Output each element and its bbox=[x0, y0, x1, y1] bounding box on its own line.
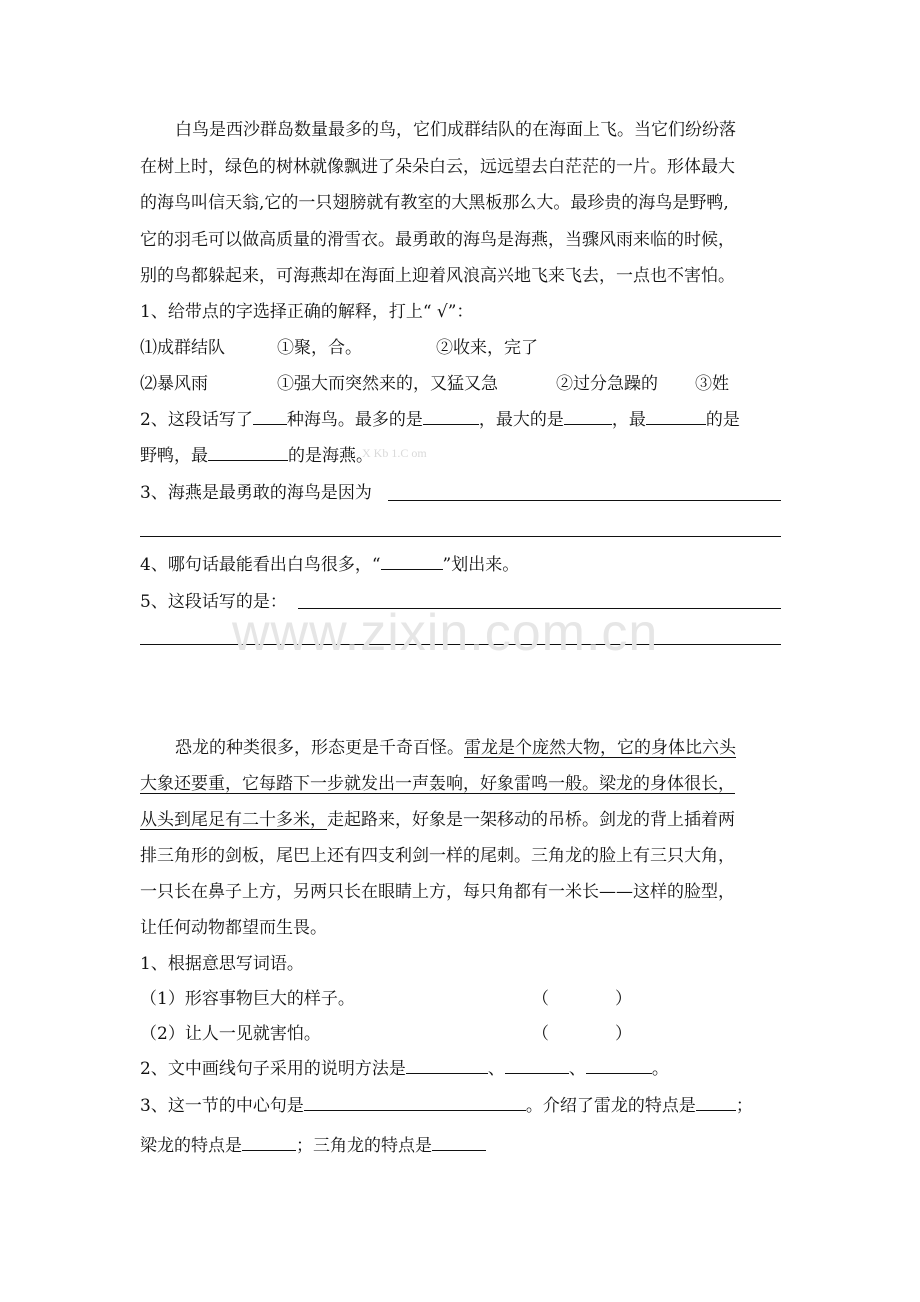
s2-q2-blank-3[interactable] bbox=[586, 1057, 652, 1074]
right-paren: ） bbox=[615, 1024, 632, 1044]
q2-blank-4[interactable] bbox=[646, 408, 706, 425]
s2-question-3-line-2 bbox=[140, 1134, 486, 1158]
s1-q1b-option-3[interactable]: ③姓 bbox=[695, 374, 729, 394]
passage2-line-4: 排三角形的剑板，尾巴上还有四支利剑一样的尾刺。三角龙的脸上有三只大角， bbox=[140, 846, 735, 866]
p2-l1-plain: 恐龙的种类很多，形态更是千奇百怪。 bbox=[175, 738, 464, 758]
s1-question-2-line-1 bbox=[140, 408, 740, 432]
s2-q1-item-a: （1）形容事物巨大的样子。 bbox=[140, 989, 355, 1009]
q2-text-b: 种海鸟。最多的是 bbox=[286, 410, 423, 430]
s1-q1a-option-2[interactable]: ②收来，完了 bbox=[436, 338, 538, 358]
s2-q2-text: 2、文中画线句子采用的说明方法是 bbox=[140, 1059, 406, 1079]
q4-text-b: ”划出来。 bbox=[442, 555, 520, 575]
s1-q1a-option-1[interactable]: ①聚，合。 bbox=[277, 338, 362, 358]
q2-text-g: 的是海燕。 bbox=[288, 446, 373, 466]
s1-question-4 bbox=[140, 553, 519, 577]
s1-q1b-option-2[interactable]: ②过分急躁的 bbox=[556, 374, 658, 394]
separator: 、 bbox=[487, 1059, 505, 1079]
s1-question-1: 1、给带点的字选择正确的解释，打上“ √”： bbox=[140, 302, 474, 322]
left-paren: （ bbox=[532, 1024, 549, 1044]
site-watermark: www.zixin.com.cn bbox=[232, 604, 659, 662]
passage1-line-1: 白鸟是西沙群岛数量最多的鸟，它们成群结队的在海面上飞。当它们纷纷落 bbox=[175, 120, 736, 140]
passage1-line-3: 的海鸟叫信天翁,它的一只翅膀就有教室的大黑板那么大。最珍贵的海鸟是野鸭, bbox=[140, 193, 729, 213]
s2-q3-text-a: 3、这一节的中心句是 bbox=[140, 1096, 304, 1116]
q4-blank[interactable] bbox=[381, 553, 443, 570]
passage2-line-1 bbox=[175, 736, 736, 760]
s2-q3-blank-3[interactable] bbox=[242, 1134, 296, 1151]
s1-q1a-word: ⑴成群结队 bbox=[140, 338, 225, 358]
separator: 、 bbox=[568, 1059, 586, 1079]
q2-text-e: 的是 bbox=[705, 410, 740, 430]
p2-l3-plain: 走起路来，好象是一架移动的吊桥。剑龙的背上插着两 bbox=[327, 810, 735, 830]
q2-blank-1[interactable] bbox=[253, 408, 287, 425]
s2-q3-text-e: ；三角龙的特点是 bbox=[296, 1136, 432, 1156]
passage1-line-2: 在树上时，绿色的树林就像飘进了朵朵白云，远远望去白茫茫的一片。形体最大 bbox=[140, 157, 735, 177]
s2-q3-text-c: ； bbox=[735, 1096, 753, 1116]
s2-question-3-line-1 bbox=[140, 1094, 753, 1118]
s2-question-2 bbox=[140, 1057, 669, 1081]
q3-answer-line-1[interactable] bbox=[388, 500, 781, 501]
s2-question-1: 1、根据意思写词语。 bbox=[140, 954, 304, 974]
p2-l1-underlined: 雷龙是个庞然大物，它的身体比六头 bbox=[464, 738, 736, 758]
period: 。 bbox=[651, 1059, 669, 1079]
q2-text-c: ，最大的是 bbox=[478, 410, 564, 430]
passage2-line-5: 一只长在鼻子上方，另两只长在眼睛上方，每只角都有一米长——这样的脸型， bbox=[140, 882, 735, 902]
q2-blank-5[interactable] bbox=[208, 444, 288, 461]
s1-q1b-word: ⑵暴风雨 bbox=[140, 374, 208, 394]
p2-l3-underlined: 从头到尾足有二十多米， bbox=[140, 810, 327, 830]
passage1-line-5: 别的鸟都躲起来，可海燕却在海面上迎着风浪高兴地飞来飞去，一点也不害怕。 bbox=[140, 266, 735, 286]
right-paren: ） bbox=[615, 989, 632, 1009]
q2-text-d: ，最 bbox=[611, 410, 646, 430]
s2-q3-blank-4[interactable] bbox=[432, 1134, 486, 1151]
s2-q3-text-d: 梁龙的特点是 bbox=[140, 1136, 242, 1156]
s2-q2-blank-2[interactable] bbox=[505, 1057, 569, 1074]
left-paren: （ bbox=[532, 989, 549, 1009]
small-watermark: X Kb 1.C om bbox=[362, 446, 427, 460]
q4-text-a: 4、哪句话最能看出白鸟很多，“ bbox=[140, 555, 381, 575]
q2-text-a: 2、这段话写了 bbox=[140, 410, 253, 430]
s1-question-2-line-2 bbox=[140, 444, 373, 468]
s1-q1b-option-1[interactable]: ①强大而突然来的，又猛又急 bbox=[277, 374, 498, 394]
s2-q3-blank-1[interactable] bbox=[304, 1094, 526, 1111]
q2-blank-3[interactable] bbox=[564, 408, 612, 425]
s1-question-5: 5、这段话写的是： bbox=[140, 592, 287, 612]
passage2-line-3 bbox=[140, 808, 735, 832]
s2-q2-blank-1[interactable] bbox=[406, 1057, 488, 1074]
s2-q3-text-b: 。介绍了雷龙的特点是 bbox=[525, 1096, 696, 1116]
s1-question-3: 3、海燕是最勇敢的海鸟是因为 bbox=[140, 483, 372, 503]
s2-q1-item-b: （2）让人一见就害怕。 bbox=[140, 1024, 321, 1044]
q2-blank-2[interactable] bbox=[423, 408, 479, 425]
passage2-line-2: 大象还要重，它每踏下一步就发出一声轰响，好象雷鸣一般。梁龙的身体很长， bbox=[140, 774, 735, 794]
passage2-line-6: 让任何动物都望而生畏。 bbox=[140, 918, 327, 938]
q3-answer-line-2[interactable] bbox=[140, 536, 781, 537]
passage1-line-4: 它的羽毛可以做高质量的滑雪衣。最勇敢的海鸟是海燕，当骤风雨来临的时候， bbox=[140, 230, 735, 250]
s2-q3-blank-2[interactable] bbox=[696, 1094, 736, 1111]
q2-text-f: 野鸭，最 bbox=[140, 446, 208, 466]
